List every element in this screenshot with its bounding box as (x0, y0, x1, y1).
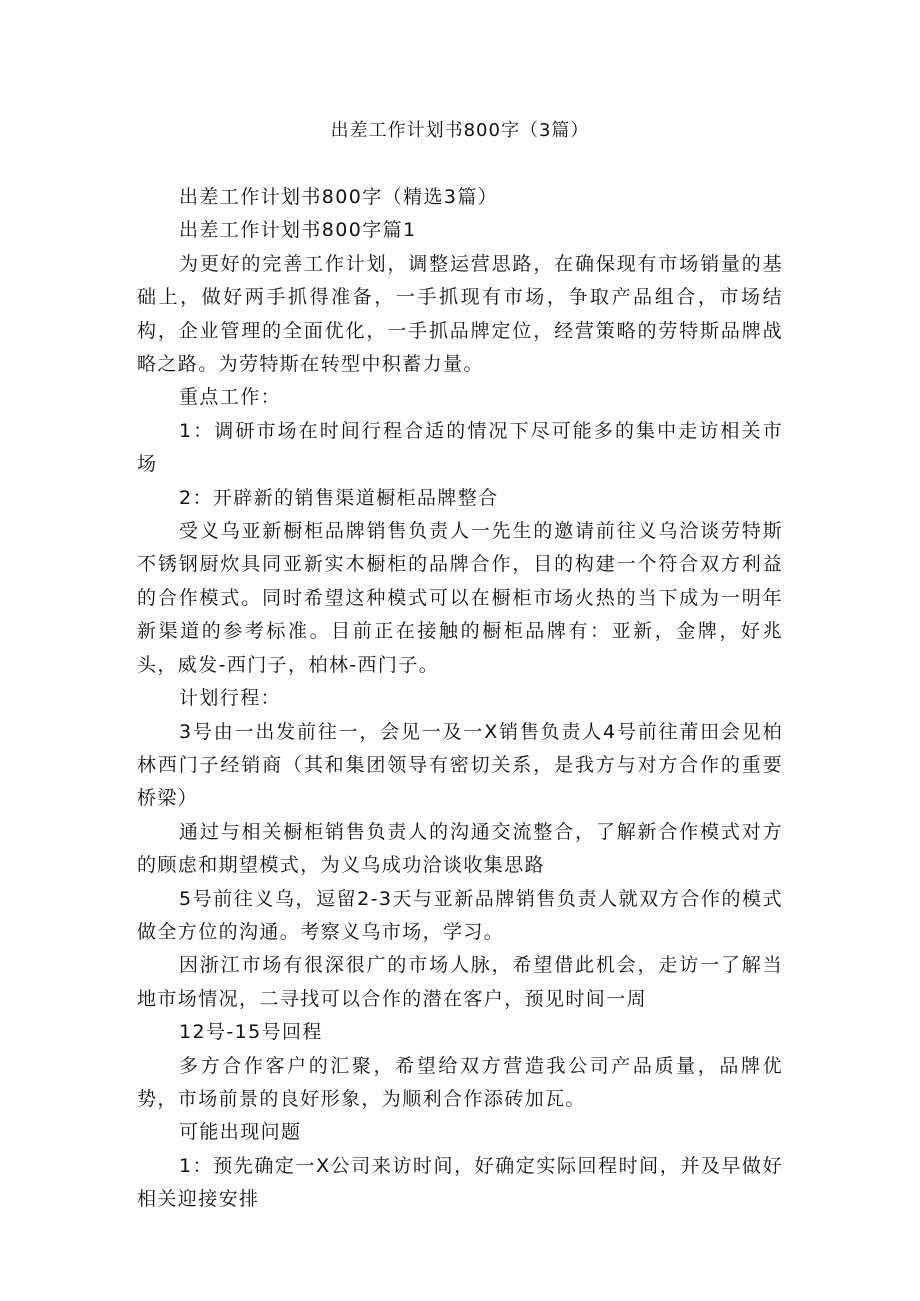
paragraph-intro: 为更好的完善工作计划，调整运营思路，在确保现有市场销量的基础上，做好两手抓得准备，一手抓现有市场，争取产品组合，市场结构，企业管理的全面优化，一手抓品牌定位，经营策略的劳特斯品牌战略之路。为劳特斯在转型中积蓄力量。 (137, 252, 783, 376)
paragraph-issue-1: 1：预先确定一X公司来访时间，好确定实际回程时间，并及早做好相关迎接安排 (137, 1154, 783, 1211)
paragraph-itinerary-1: 3号由一出发前往一，会见一及一X销售负责人4号前往莆田会见柏林西门子经销商（其和集团领导有密切关系，是我方与对方合作的重要桥梁） (137, 720, 783, 810)
paragraph-itinerary-heading: 计划行程： (179, 687, 282, 710)
paragraph-invitation: 受义乌亚新橱柜品牌销售负责人一先生的邀请前往义乌洽谈劳特斯不锈钢厨炊具同亚新实木橱柜的品牌合作，目的构建一个符合双方利益的合作模式。同时希望这种模式可以在橱柜市场火热的当下成为一明年新渠道的参考标准。目前正在接触的橱柜品牌有：亚新，金牌，好兆头，威发-西门子，柏林-西门子。 (137, 520, 783, 676)
paragraph-itinerary-4: 因浙江市场有很深很广的市场人脉，希望借此机会，走访一了解当地市场情况，二寻找可以合作的潜在客户，预见时间一周 (137, 954, 783, 1010)
paragraph-key-work-2: 2：开辟新的销售渠道橱柜品牌整合 (179, 486, 499, 509)
paragraph-return: 12号-15号回程 (179, 1021, 323, 1044)
paragraph-summary: 多方合作客户的汇聚，希望给双方营造我公司产品质量，品牌优势，市场前景的良好形象，为顺利合作添砖加瓦。 (137, 1054, 783, 1110)
paragraph-itinerary-2: 通过与相关橱柜销售负责人的沟通交流整合，了解新合作模式对方的顾虑和期望模式，为义乌成功洽谈收集思路 (137, 820, 783, 877)
document-title: 出差工作计划书800字（3篇） (330, 120, 590, 141)
paragraph-subtitle: 出差工作计划书800字（精选3篇） (179, 186, 499, 208)
paragraph-key-work-heading: 重点工作： (179, 386, 282, 409)
paragraph-key-work-1: 1：调研市场在时间行程合适的情况下尽可能多的集中走访相关市场 (137, 419, 783, 476)
document-body (137, 181, 783, 1217)
paragraph-section-heading: 出差工作计划书800字篇1 (179, 219, 417, 242)
paragraph-issues-heading: 可能出现问题 (179, 1121, 302, 1144)
paragraph-itinerary-3: 5号前往义乌，逗留2-3天与亚新品牌销售负责人就双方合作的模式做全方位的沟通。考察义乌市场，学习。 (137, 887, 783, 943)
